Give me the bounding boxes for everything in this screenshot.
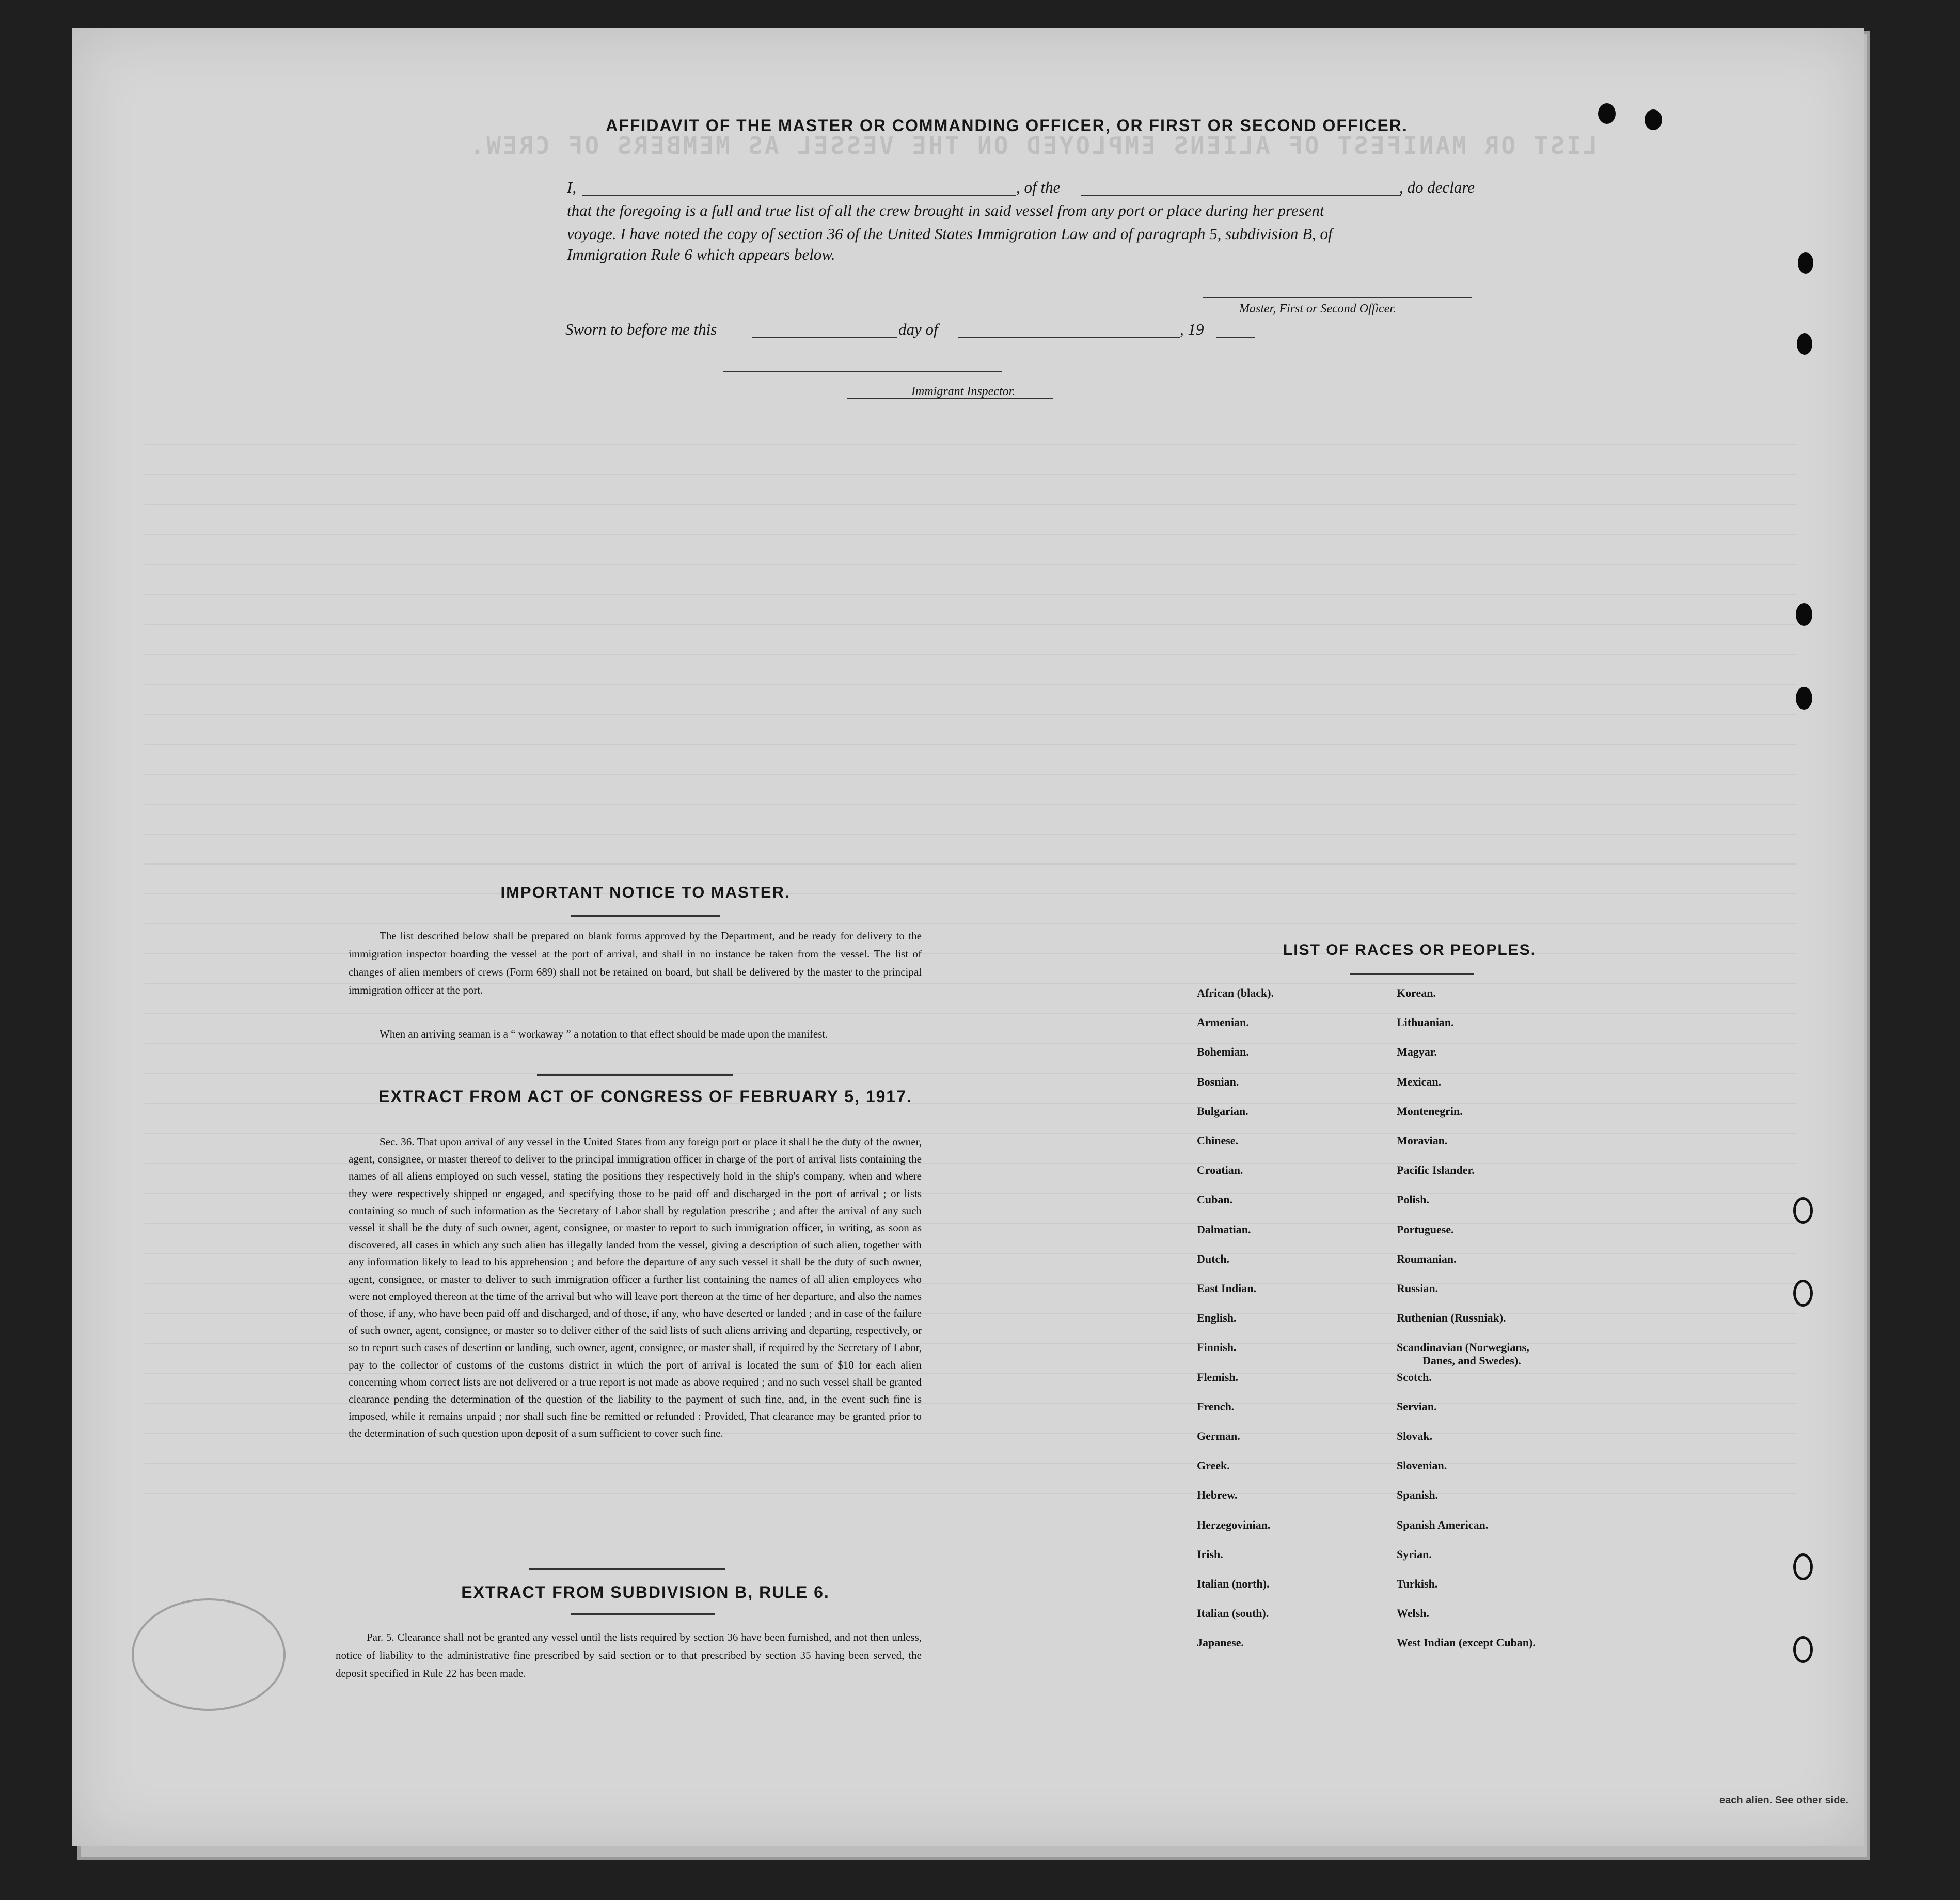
- sworn-year-blank[interactable]: [1216, 337, 1255, 338]
- race-item: Finnish.: [1197, 1341, 1237, 1354]
- rule-title-rule: [571, 1613, 715, 1615]
- ghost-row: [145, 603, 1797, 625]
- race-item: Moravian.: [1397, 1134, 1448, 1147]
- punch-hole: [1793, 1636, 1813, 1663]
- race-item: French.: [1197, 1400, 1235, 1413]
- ghost-row: [145, 453, 1797, 475]
- race-item: Hebrew.: [1197, 1488, 1238, 1502]
- race-item: Dalmatian.: [1197, 1222, 1251, 1236]
- race-item: Armenian.: [1197, 1016, 1249, 1029]
- race-item: Cuban.: [1197, 1193, 1233, 1206]
- ghost-row: [145, 513, 1797, 535]
- bleed-through-footer: each alien. See other side.: [1719, 1795, 1849, 1806]
- notice-paragraph-2: When an arriving seaman is a “ workaway ” a notation to that effect should be made upon the manifest.: [380, 1028, 828, 1040]
- race-item: Bosnian.: [1197, 1075, 1239, 1088]
- faded-stamp: [132, 1598, 286, 1711]
- race-item: Scandinavian (Norwegians,: [1397, 1341, 1529, 1354]
- race-item: Herzegovinian.: [1197, 1518, 1271, 1531]
- affidavit-i: I,: [567, 178, 577, 196]
- affidavit-line-2: that the foregoing is a full and true list of all the crew brought in said vessel from any port or place during her present: [567, 201, 1324, 219]
- race-item: Russian.: [1397, 1282, 1439, 1295]
- race-item: Portuguese.: [1397, 1222, 1454, 1236]
- ghost-row: [145, 723, 1797, 745]
- race-item: Mexican.: [1397, 1075, 1442, 1088]
- affidavit-title: AFFIDAVIT OF THE MASTER OR COMMANDING OFFICER, OR FIRST OR SECOND OFFICER.: [606, 116, 1408, 135]
- race-item: Syrian.: [1397, 1547, 1432, 1561]
- affidavit-line-1: [567, 178, 1481, 199]
- race-item: Polish.: [1397, 1193, 1429, 1206]
- act-title: EXTRACT FROM ACT OF CONGRESS OF FEBRUARY 5, 1917.: [378, 1087, 912, 1106]
- race-item: Korean.: [1397, 986, 1436, 999]
- ghost-row: [145, 693, 1797, 715]
- signature-blank[interactable]: [1203, 297, 1472, 298]
- ghost-row: [145, 903, 1797, 924]
- rule-text: Par. 5. Clearance shall not be granted any vessel until the lists required by section 36 have been furnished, and not then unless, notice of liability to the administrative fine prescribed by said section or to that prescribed by section 35 having been served, the deposit specified in Rule 22 has been made.: [336, 1631, 922, 1679]
- race-item: Spanish.: [1397, 1488, 1439, 1502]
- race-item: Ruthenian (Russniak).: [1397, 1311, 1506, 1325]
- race-item: Greek.: [1197, 1459, 1230, 1472]
- notice-title-rule: [571, 915, 720, 917]
- race-item: Slovak.: [1397, 1430, 1433, 1442]
- bleed-through-title: LIST OR MANIFEST OF ALIENS EMPLOYED ON THE VESSEL AS MEMBERS OF CREW.: [468, 132, 1598, 160]
- race-item: German.: [1197, 1430, 1240, 1442]
- race-item: Japanese.: [1197, 1636, 1244, 1650]
- race-item: East Indian.: [1197, 1282, 1256, 1295]
- race-item: Magyar.: [1397, 1045, 1437, 1059]
- race-item: Pacific Islander.: [1397, 1164, 1475, 1177]
- inspector-signature-blank[interactable]: [723, 371, 1002, 372]
- day-of-text: day of: [898, 320, 938, 338]
- ghost-row: [145, 843, 1797, 865]
- race-item: Slovenian.: [1397, 1459, 1447, 1472]
- ghost-row: [145, 543, 1797, 565]
- race-item: Roumanian.: [1397, 1252, 1457, 1265]
- notice-title: IMPORTANT NOTICE TO MASTER.: [500, 883, 791, 901]
- race-item: Bulgarian.: [1197, 1104, 1248, 1118]
- race-item: Welsh.: [1397, 1607, 1429, 1620]
- sworn-month-blank[interactable]: [958, 337, 1180, 338]
- signer-label: Master, First or Second Officer.: [1239, 302, 1396, 316]
- ghost-row: [145, 633, 1797, 655]
- affidavit-declare: , do declare: [1399, 178, 1475, 196]
- act-text: Sec. 36. That upon arrival of any vessel in the United States from any foreign port or place it shall be the duty of the owner, agent, consignee, or master thereof to deliver to the principal immigration officer in charge of the port of arrival lists containing the names of all aliens employed on such vessel, stating the positions they respectively hold in the ship's company, when and where they were respectively shipped or engaged, and specifying those to be paid off and discharged in the port of arrival ; or lists containing so much of such information as the Secretary of Labor shall by regulation prescribe ; and after the arrival of any such vessel it shall be the duty of such owner, agent, consignee, or master to report to such immigration officer, in writing, as soon as discovered, all cases in which any such alien has illegally landed from the vessel, giving a description of such alien, together with any information likely to lead to his apprehension ; and before the departure of any such vessel it shall be the duty of such owner, agent, consignee, or master to deliver to such immigration officer a further list containing the names of all alien employees who were not employed thereon at the time of the arrival but who will leave port thereon at the time of her departure, and also the names of those, if any, who have been paid off and discharged, and of those, if any, who have deserted or landed ; and in case of the failure of such owner, agent, consignee, or master so to deliver either of the said lists of such aliens arriving and departing, respectively, or so to report such cases of desertion or landing, such owner, agent, consignee, or master shall, if required by the Secretary of Labor, pay to the collector of customs of the customs district in which the port of arrival is located the sum of $10 for each alien concerning whom correct lists are not delivered or a true report is not made as above required ; and no such vessel shall be granted clearance pending the determination of the question of the liability to the payment of such fine, and, in the event such fine is imposed, while it remains unpaid ; nor shall such fine be remitted or refunded : Provided, That clearance may be granted prior to the determination of such question upon deposit of a sum sufficient to cover such fine.: [349, 1136, 922, 1440]
- punch-hole: [1793, 1280, 1813, 1307]
- punch-hole: [1793, 1553, 1813, 1580]
- race-item: Servian.: [1397, 1400, 1437, 1413]
- affidavit-line-3: voyage. I have noted the copy of section 36 of the United States Immigration Law and of paragraph 5, subdivision B, of: [567, 225, 1333, 243]
- race-item: African (black).: [1197, 986, 1274, 999]
- race-item: Irish.: [1197, 1547, 1223, 1561]
- sworn-day-blank[interactable]: [752, 337, 897, 338]
- affidavit-of-the: , of the: [1016, 178, 1061, 196]
- race-item: Dutch.: [1197, 1252, 1229, 1265]
- notice-divider: [537, 1074, 733, 1076]
- punch-hole: [1793, 1197, 1813, 1224]
- race-item: English.: [1197, 1311, 1237, 1325]
- race-item: Italian (south).: [1197, 1607, 1269, 1620]
- rule-title: EXTRACT FROM SUBDIVISION B, RULE 6.: [461, 1583, 830, 1601]
- ghost-row: [145, 423, 1797, 445]
- inspector-label: Immigrant Inspector.: [911, 385, 1016, 398]
- affidavit-line-4: Immigration Rule 6 which appears below.: [567, 245, 835, 263]
- punch-hole: [1796, 603, 1812, 626]
- sworn-text: Sworn to before me this: [565, 320, 717, 338]
- notice-paragraph-1: The list described below shall be prepared on blank forms approved by the Department, and be ready for delivery to the immigration inspector boarding the vessel at the port of arrival, and shall in no instance be taken from the vessel. The list of changes of alien members of crews (Form 689) shall not be retained on board, but shall be delivered by the master to the principal immigration officer at the port.: [349, 930, 922, 996]
- ghost-row: [145, 573, 1797, 595]
- punch-hole: [1798, 252, 1813, 274]
- name-blank[interactable]: [582, 195, 1016, 196]
- ghost-row: [145, 753, 1797, 775]
- races-title: LIST OF RACES OR PEOPLES.: [1283, 941, 1537, 959]
- ghost-row: [145, 483, 1797, 505]
- year-text: , 19: [1180, 320, 1204, 338]
- race-item: Croatian.: [1197, 1164, 1243, 1177]
- punch-hole: [1645, 109, 1662, 130]
- race-item: Turkish.: [1397, 1577, 1438, 1590]
- race-item-continuation: Danes, and Swedes).: [1422, 1354, 1521, 1368]
- act-divider: [529, 1568, 725, 1570]
- race-item: Italian (north).: [1197, 1577, 1270, 1590]
- race-item: Bohemian.: [1197, 1045, 1249, 1059]
- race-item: Montenegrin.: [1397, 1104, 1463, 1118]
- sworn-line: [565, 320, 1237, 341]
- races-column-2: [1397, 986, 1686, 1678]
- race-item: West Indian (except Cuban).: [1397, 1636, 1536, 1650]
- race-item: Flemish.: [1197, 1370, 1239, 1384]
- ghost-row: [145, 783, 1797, 805]
- races-title-rule: [1350, 973, 1474, 975]
- ghost-row: [145, 663, 1797, 685]
- punch-hole: [1797, 333, 1812, 355]
- races-column-1: [1197, 986, 1367, 1678]
- punch-hole: [1598, 103, 1616, 124]
- punch-hole: [1796, 687, 1812, 710]
- race-item: Chinese.: [1197, 1134, 1239, 1147]
- race-item: Spanish American.: [1397, 1518, 1489, 1531]
- vessel-blank[interactable]: [1081, 195, 1401, 196]
- ghost-row: [145, 813, 1797, 835]
- race-item: Scotch.: [1397, 1370, 1432, 1384]
- race-item: Lithuanian.: [1397, 1016, 1454, 1029]
